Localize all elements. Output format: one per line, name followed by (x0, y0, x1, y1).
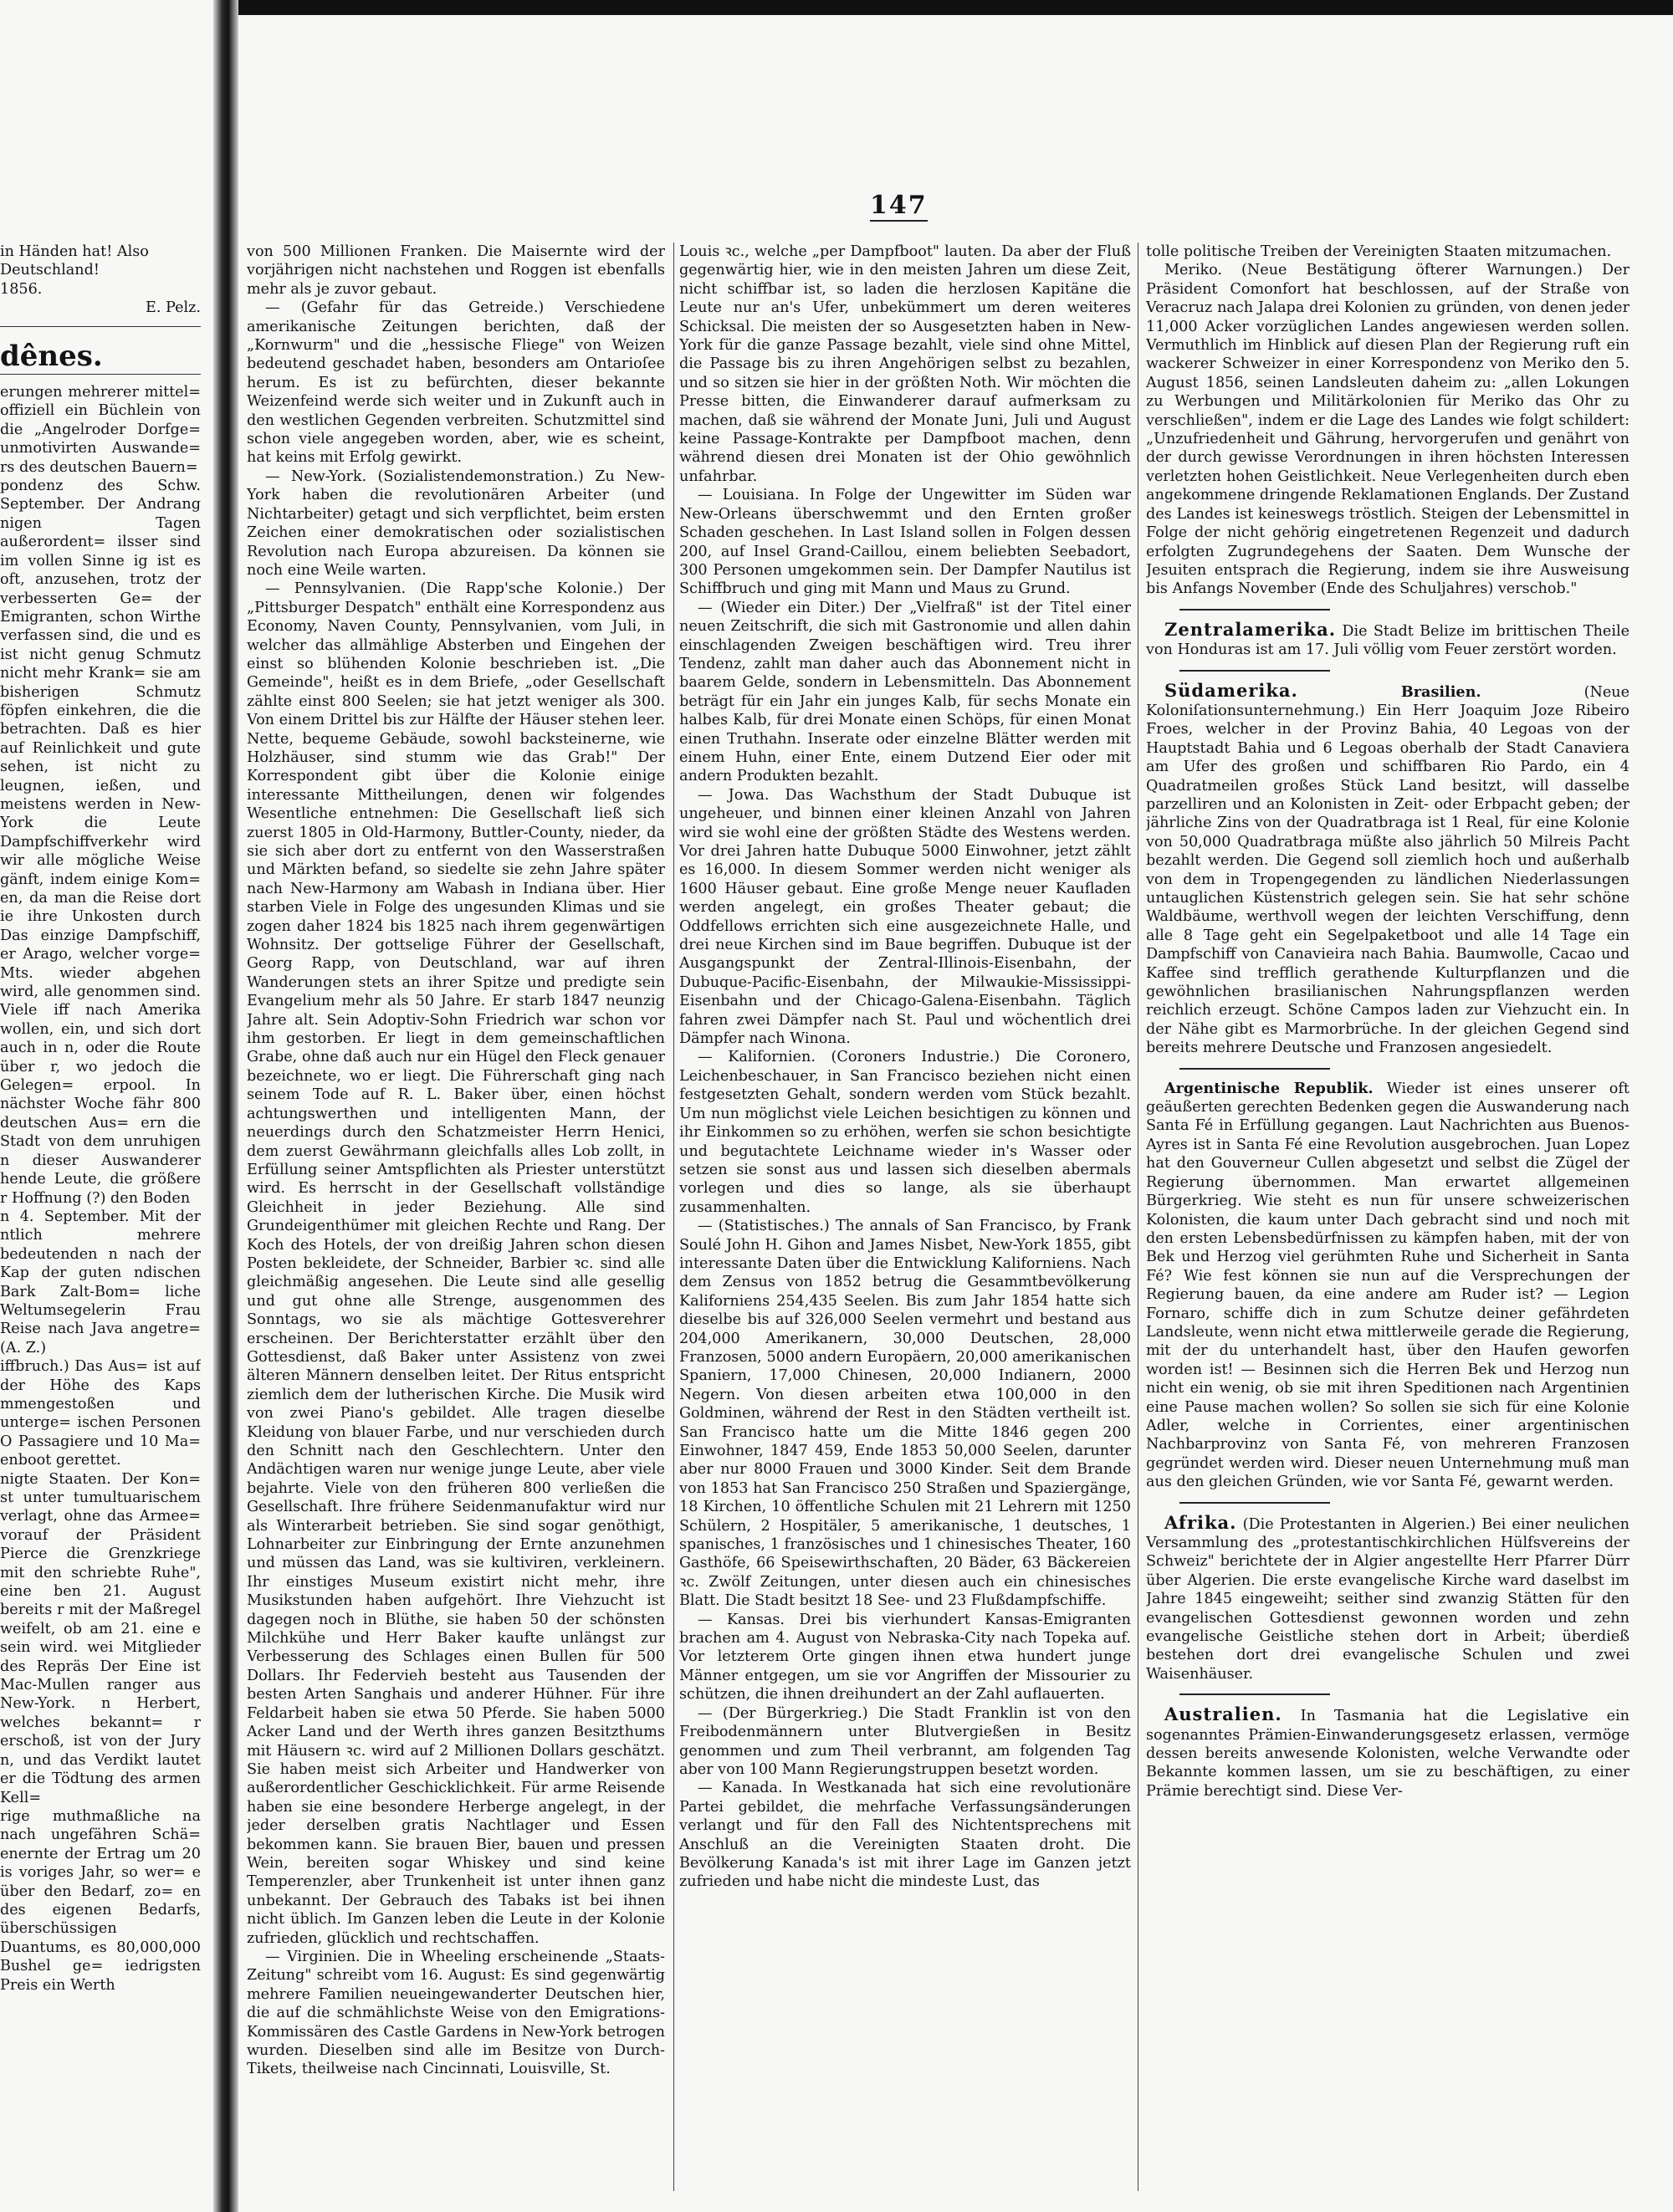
paragraph: (Die Protestanten in Algerien.) Bei einer neulichen Versammlung des „protestantischkirchlichen Hülfsvereins der Schweiz" berichtete der in Algier angestellte Herr Pfarrer Dürr über Algerien. Die erste evangelische Kirche ward daselbst im Jahre 1845 eingeweiht; seither sind zwanzig Stätten für den evangelischen Gottesdienst gewonnen worden und zehn evangelische Geistliche stehen dort in Arbeit; überdieß bestehen dort drei evangelische Schulen und zwei Waisenhäuser. (1146, 1515, 1630, 1683)
paragraph: — Virginien. Die in Wheeling erscheinende „Staats-Zeitung" schreibt vom 16. August: Es sind gegenwärtig mehrere Familien neueingewanderter Deutschen hier, die auf die schmählichste Weise von den Emigrations-Kommissären des Castle Gardens in New-York betrogen wurden. Dieselben sind alle im Besitze von Durch-Tikets, theilweise nach Cincinnati, Louisville, St. (247, 1948, 665, 2078)
paragraph: von 500 Millionen Franken. Die Maisernte wird der vorjährigen nicht nachstehen und Roggen ist ebenfalls mehr als je zuvor gebaut. (247, 243, 665, 298)
subsection-heading: Brasilien. (1400, 682, 1481, 701)
divider (1179, 670, 1330, 672)
page-number: 147 (870, 191, 928, 220)
column-rule (673, 243, 674, 2191)
divider (0, 326, 201, 327)
paragraph: — (Statistisches.) The annals of San Francisco, by Frank Soulé John H. Gihon and James Nisbet, New-York 1855, gibt interessante Daten über die Entwicklung Kaliforniens. Nach dem Zensus von 1852 betrug die Gesammtbevölkerung Kaliforniens 254,435 Seelen. Bis zum Jahr 1854 hatte sich dieselbe bis auf 326,000 Seelen vermehrt und bestand aus 204,000 Amerikanern, 30,000 Deutschen, 28,000 Franzosen, 5000 andern Europäern, 20,000 amerikanischen Spaniern, 17,000 Chinesen, 20,000 Indianern, 2000 Negern. Von diesen arbeiten etwa 100,000 in den Goldminen, während der Rest in den Städten vertheilt ist. San Francisco hatte um die Mitte 1846 gegen 200 Einwohner, 1847 459, Ende 1853 50,000 Seelen, darunter aber nur 8000 Frauen und 3000 Kinder. Seit dem Brande von 1853 hat San Francisco 250 Straßen und Spaziergänge, 18 Kirchen, 10 öffentliche Schulen mit 21 Lehrern mit 1250 Schülern, 2 Hospitäler, 5 amerikanische, 1 deutsches, 1 spanisches, 1 französisches und 1 chinesisches Theater, 160 Gasthöfe, 66 Speisewirthschaften, 20 Bäder, 63 Bäckereien ꝛc. Zwölf Zeitungen, unter diesen auch ein chinesisches Blatt. Die Stadt besitzt 18 See- und 23 Flußdampfschiffe. (679, 1218, 1131, 1610)
paragraph: — (Wieder ein Diter.) Der „Vielfraß" ist der Titel einer neuen Zeitschrift, die sich mit Gastronomie und allen dahin einschlagenden Zweigen beschäftigen wird. Treu ihrer Tendenz, zahlt man daher auch das Abonnement nicht in baarem Gelde, sondern in Lebensmitteln. Das Abonnement beträgt für ein Jahr ein junges Kalb, für sechs Monate ein halbes Kalb, für drei Monate einen Schöps, für einen Monat einen Truthahn. Inserate oder einzelne Blätter werden mit einem Huhn, einer Ente, einem Dutzend Eier oder mit andern Produkten bezahlt. (679, 599, 1131, 785)
section-heading: dênes. (0, 339, 103, 373)
paragraph: tolle politische Treiben der Vereinigten Staaten mitzumachen. (1146, 243, 1612, 260)
divider (1179, 609, 1330, 610)
column-left-partial (0, 243, 201, 1995)
section-heading: Australien. (1164, 1704, 1282, 1725)
paragraph: In Tasmania hat die Legislative ein sogenanntes Prämien-Einwanderungsgesetz erlassen, vermöge dessen bereits anwesende Kolonisten, welche Verwandte oder Bekannte kommen lassen, um sie zu beschäftigen, zu einer Prämie berechtigt sind. Diese Ver- (1146, 1708, 1630, 1800)
signature: E. Pelz. (146, 299, 201, 317)
paragraph: iffbruch.) Das Aus= ist auf der Höhe des Kaps mmengestoßen und unterge= ischen Personen O Passagiere und 10 Ma= enboot gerettet. (0, 1358, 201, 1469)
paragraph: — Kansas. Drei bis vierhundert Kansas-Emigranten brachen am 4. August von Nebraska-City nach Topeka auf. Vor letzterem Orte gingen ihnen etwa hundert junge Männer entgegen, um sie vor Angriffen der Missourier zu schützen, die ihnen dreihundert an der Zahl auflauerten. (679, 1611, 1131, 1704)
paragraph: — Pennsylvanien. (Die Rapp'sche Kolonie.) Der „Pittsburger Despatch" enthält eine Korrespondenz aus Economy, Naven County, Pennsylvanien, vom Juli, in welcher das allmählige Absterben und Eingehen der einst so blühenden Kolonie beschrieben ist. „Die Gemeinde", heißt es in dem Briefe, „oder Gesellschaft zählte einst 800 Seelen; sie hat jetzt weniger als 300. Von einem Drittel bis zur Hälfte der Häuser stehen leer. Nette, bequeme Gebäude, sowohl backsteinerne, wie Holzhäuser, sind stumm wie das Grab!" Der Korrespondent gibt über die Kolonie einige interessante Mittheilungen, denen wir folgendes Wesentliche entnehmen: Die Gesellschaft ließ sich zuerst 1805 in Old-Harmony, Buttler-County, nieder, da sie sich aber dort zu entfernt von den Wasserstraßen und Märkten befand, so siedelte sie zehn Jahre später nach New-Harmony am Wabash in Indiana über. Hier starben Viele in Folge des ungesunden Klimas und sie zogen daher 1824 bis 1825 nach ihrem gegenwärtigen Wohnsitz. Der gottselige Führer der Gesellschaft, Georg Rapp, von Deutschland, war auf ihren Wanderungen stets an ihrer Spitze und predigte sein Evangelium mehr als 50 Jahre. Er starb 1847 neunzig Jahre alt. Sein Adoptiv-Sohn Friedrich war schon vor ihm gestorben. Er liegt in dem gemeinschaftlichen Grabe, ohne daß auch nur ein Hügel den Fleck genauer bezeichnete, wo er liegt. Die Führerschaft ging nach seinem Tode auf R. L. Baker über, einen höchst achtungswerthen und intelligenten Mann, der neuerdings durch den Schatzmeister Herrn Henici, dem zuerst Gewährmann gleichfalls alles Lob zollt, in Erfüllung seiner Amtspflichten als Priester unterstützt wird. Es herrscht in der Gesellschaft vollständige Gleichheit in jeder Beziehung. Alle sind Grundeigenthümer mit gleichen Rechte und Rang. Der Koch des Hotels, der von dreißig Jahren schon diesen Posten bekleidete, der Schneider, Barbier ꝛc. sind alle gleichmäßig angesehen. Die Leute sind alle gesellig und gut ohne alle Strenge, ausgenommen des Sonntags, wo sie als mächtige Gottesverehrer erscheinen. Der Berichterstatter erzählt über den Gottesdienst, daß Baker unter Assistenz von zwei älteren Männern denselben leitet. Der Ritus entspricht ziemlich dem der lutherischen Kirche. Die Musik wird von zwei Piano's gebildet. Alle tragen dieselbe Kleidung von blauer Farbe, und nur verschieden durch den Schnitt nach den Geschlechtern. Unter den Andächtigen waren nur wenige junge Leute, aber viele bejahrte. Viele von den früheren 800 verließen die Gesellschaft. Ihre frühere Seidenmanufaktur wird nur als Winterarbeit betrieben. Sie sind sogar genöthigt, Lohnarbeiter zur Einbringung der Ernte anzunehmen und müssen das Land, was sie kultiviren, verkleinern. Ihr einstiges Museum existirt nicht mehr, ihre Musikstunden haben aufgehört. Ihre Viehzucht ist dagegen noch in Blüthe, sie haben 50 der schönsten Milchkühe und Herr Baker kaufte unlängst zur Verbesserung des Schlages einen Bullen für 500 Dollars. Ihr Federvieh besteht aus Tausenden der besten Arten Sanghais und anderer Hühner. Für ihre Feldarbeit haben sie etwa 50 Pferde. Sie haben 5000 Acker Land und der Werth ihres ganzen Besitzthums mit Häusern ꝛc. wird auf 2 Millionen Dollars geschätzt. Sie haben meist sich Arbeiter und Handwerker von außerordentlicher Geschicklichkeit. Für arme Reisende haben sie eine besondere Herberge angelegt, in der jeder derselben gratis Nachtlager und Essen bekommen kann. Sie brauen Bier, bauen und pressen Wein, bereiten sogar Whiskey und sind keine Temperenzler, aber Trunkenheit ist unter ihnen ganz unbekannt. Der Gebrauch des Tabaks ist bei ihnen nicht üblich. Im Ganzen leben die Leute in der Kolonie zufrieden, glücklich und rechtschaffen. (247, 580, 665, 1947)
paragraph: (Neue Koloniſationsunternehmung.) Ein Herr Joaquim Joze Ribeiro Froes, welcher in der Provinz Bahia, 40 Legoas von der Hauptstadt Bahia und 6 Legoas oberhalb der Stadt Canaviera am Ufer des großen und schiffbaren Rio Pardo, ein 4 Quadratmeilen großes Stück Land besitzt, will dasselbe parzelliren und an Kolonisten in Zeit- oder Erbpacht geben; der jährliche Zins von der Quadratbraga ist 1 Real, für eine Kolonie von 50,000 Quadratbraga müßte also jährlich 50 Milreis Pacht bezahlt werden. Die Gegend soll ziemlich hoch und außerhalb von dem in Tropengegenden zu ländlichen Niederlassungen untauglichen Küstenstrich gelegen sein. Sie hat sehr schöne Waldbäume, werthvoll wegen der leichten Verschiffung, denn alle 8 Tage geht ein Segelpaketboot und alle 14 Tage ein Dampfschiff von Canavieira nach Bahia. Baumwolle, Cacao und Kaffee sind trefflich gerathende Kulturpflanzen und die gewöhnlichen brasilianischen Nahrungspflanzen werden reichlich erzeugt. Schöne Campos laden zur Viehzucht ein. In der Nähe gibt es Marmorbrüche. In der gleichen Gegend sind bereits mehrere Deutsche und Franzosen angesiedelt. (1146, 683, 1630, 1057)
book-spine (213, 0, 238, 2212)
paragraph: Wieder ist eines unserer oft geäußerten gerechten Bedenken gegen die Auswanderung nach Santa Fé in Erfüllung gegangen. Laut Nachrichten aus Buenos-Ayres ist in Santa Fé eine Revolution ausgebrochen. Juan Lopez hat den Gouverneur Cullen abgesetzt und selbst die Zügel der Regierung übernommen. Man erwartet allgemeinen Bürgerkrieg. Wie steht es nun für unsere schweizerischen Kolonisten, die kaum unter Dach gebracht sind und noch mit den ersten Lebensbedürfnissen zu kämpfen haben, mit der von Bek und Herzog viel gerühmten Ruhe und Sicherheit in Santa Fé? Wie fest können sie nun auf die Versprechungen der Regierung bauen, da eine andere am Ruder ist? — Legion Fornaro, schiffe dich in zum Schutze deiner gefährdeten Landsleute, wenn nicht etwa mittlerweile gerade die Regierung, mit der du unterhandelt hast, über den Haufen geworfen worden ist! — Besinnen sich die Herren Bek und Herzog nun nicht ein wenig, ob sie mit ihren Speditionen nach Argentinien eine Pause machen wollen? So sollen sie sich für eine Kolonie Adler, welche in Corrientes, einer argentinischen Nachbarprovinz von Santa Fé, von mehreren Franzosen gegründet werden wird. Dieser neuen Unternehmung muß man aus den gleichen Gründen, wie vor Santa Fé, gewarnt werden. (1146, 1080, 1630, 1491)
paragraph: — (Der Bürgerkrieg.) Die Stadt Franklin ist von den Freibodenmännern unter Blutvergießen in Besitz genommen und zum Theil verbrannt, am folgenden Tag aber von 100 Mann Regierungstruppen besetzt worden. (679, 1704, 1131, 1778)
section-heading: Südamerika. (1164, 679, 1298, 701)
paragraph: — New-York. (Sozialistendemonstration.) Zu New-York haben die revolutionären Arbeiter (und Nichtarbeiter) getagt und sich verpflichtet, beim ersten Zeichen einer demokratischen oder sozialistischen Revolution nach Europa abzureisen. Da können sie noch eine Weile warten. (247, 467, 665, 579)
paragraph: — Kalifornien. (Coroners Industrie.) Die Coronero, Leichenbeschauer, in San Francisco beziehen nicht einen festgesetzten Gehalt, sondern werden vom Stück bezahlt. Um nun möglichst viele Leichen besichtigen zu können und ihr Einkommen so zu erhöhen, werfen sie schon besichtigte und begutachtete Leichname wieder in's Wasser oder setzen sie sonst aus und lassen sich dieselben abermals vorlegen und dies so lange, als sie überhaupt zusammenhalten. (679, 1049, 1131, 1216)
paragraph: Louis ꝛc., welche „per Dampfboot" lauten. Da aber der Fluß gegenwärtig hier, wie in den meisten Jahren um diese Zeit, nicht schiffbar ist, so laden die herzlosen Kapitäne die Leute nur an's Ufer, unbekümmert um deren weiteres Schicksal. Die meisten der so Ausgesetzten haben in New-York für die ganze Passage bezahlt, viele sind ohne Mittel, die Passage bis zu ihren Angehörigen selbst zu bezahlen, und so sitzen sie hier in der größten Noth. Wir möchten die Presse bitten, die Einwanderer darauf aufmerksam zu machen, daß sie während der Monate Juni, Juli und August keine Passage-Kontrakte per Dampfboot machen, denn während diesen drei Monaten ist der Ohio gewöhnlich unfahrbar. (679, 243, 1131, 485)
paragraph: n 4. September. Mit der ntlich mehrere bedeutenden n nach der Kap der guten ndischen Bark Zalt-Bom= liche Weltumsegelerin Frau Reise nach Java angetre= (A. Z.) (0, 1208, 201, 1356)
divider (1179, 1693, 1330, 1695)
text-line: 1856. (0, 280, 43, 298)
paragraph: pondenz des Schw. September. Der Andrang nigen Tagen außerordent= ilsser sind im vollen Sinne ig ist es oft, anzusehen, trotz der verbesserten Ge= der Emigranten, schon Wirthe verfassen sind, die und es ist nicht genug Schmutz nicht mehr Krank= sie am bisherigen Schmutz föpfen einkehren, die die betrachten. Daß es hier auf Reinlichkeit und gute sehen, ist nicht zu leugnen, ießen, und meistens werden in New-York die Leute Dampfschiffverkehr wird wir alle mögliche Weise gänft, indem einige Kom= en, da man die Reise dort ie ihre Unkosten durch Das einzige Dampfschiff, er Arago, welcher vorge= Mts. wieder abgehen wird, alle genommen sind. Viele iff nach Amerika wollen, ein, und sich dort auch in n, oder die Route über r, wo jedoch die Gelegen= erpool. In nächster Woche fähr 800 deutschen Aus= ern die Stadt von dem unruhigen n dieser Auswanderer hende Leute, die größere r Hoffnung (?) den Boden (0, 478, 201, 1207)
paragraph: — Louisiana. In Folge der Ungewitter im Süden war New-Orleans überschwemmt und den Ernten großer Schaden geschehen. In Last Island sollen in Folgen dessen 200, auf Insel Grand-Caillou, einem beliebten Seebadort, 300 Personen umgekommen sein. Der Dampfer Nautilus ist Schiffbruch und ging mit Mann und Maus zu Grund. (679, 487, 1131, 598)
paragraph: rige muthmaßliche na nach ungefähren Schä= enernte der Ertrag um 20 is voriges Jahr, so wer= e über den Bedarf, zo= en des eigenen Bedarfs, überschüssigen Duantums, es 80,000,000 Bushel ge= iedrigsten Preis ein Werth (0, 1807, 201, 1994)
column-3 (1146, 243, 1630, 2199)
paragraph: — Jowa. Das Wachsthum der Stadt Dubuque ist ungeheuer, und binnen einer kleinen Anzahl von Jahren wird sie wohl eine der größten Städte des Westens werden. Vor drei Jahren hatte Dubuque 5000 Einwohner, jetzt zählt es 16,000. In diesem Sommer werden nicht weniger als 1600 Häuser gebaut. Eine große Menge neuer Kaufladen werden angelegt, ein großes Theater gebaut; die Oddfellows errichten sich eine ausgezeichnete Halle, und drei neue Kirchen sind im Baue begriffen. Dubuque ist der Ausgangspunkt der Zentral-Illinois-Eisenbahn, der Dubuque-Pacific-Eisenbahn, der Milwaukie-Mississippi-Eisenbahn und der Chicago-Galena-Eisenbahn. Täglich fahren zwei Dämpfer nach St. Paul und wöchentlich drei Dämpfer nach Winona. (679, 786, 1131, 1048)
divider (0, 374, 201, 375)
paragraph: — (Gefahr für das Getreide.) Verschiedene amerikanische Zeitungen berichten, daß der „Kornwurm" und die „hessische Fliege" von Weizen bedeutend geschadet haben, besonders am Ontarioſee herum. Es ist zu befürchten, dieser bekannte Weizenfeind werde sich weiter und in Zukunft auch in den westlichen Gegenden verbreiten. Schutzmittel sind schon viele angegeben worden, aber, wie es scheint, hat keins mit Erfolg gewirkt. (247, 299, 665, 467)
paragraph: Meriko. (Neue Bestätigung öfterer Warnungen.) Der Präsident Comonfort hat beschlossen, auf der Straße von Veracruz nach Jalapa drei Kolonien zu gründen, von denen jeder 11,000 Acker vorzüglichen Landes angewiesen werden sollen. Vermuthlich im Hinblick auf diesen Plan der Regierung ruft ein wackerer Schweizer in einer Korrespondenz von Meriko den 5. August 1856, seinen Landsleuten daheim zu: „allen Lokungen zu Werbungen und Militärkolonien für Meriko das Ohr zu verschließen", indem er die Lage des Landes wie folgt schildert: „Unzufriedenheit und Gährung, hervorgerufen und genährt von der durch gewisse Verordnungen in ihren höchsten Interessen verletzten hohen Geistlichkeit. Neue Verlegenheiten durch eben angekommene dringende Reklamationen Englands. Der Zustand des Landes ist keineswegs tröstlich. Steigen der Lebensmittel in Folge der nicht gehörig eingetretenen Regenzeit und dadurch erfolgten Zugrundegehens der Saaten. Dem Wunsche der Jesuiten entsprach die Regierung, indem sie ihre Ausweisung bis Anfangs November (Ende des Schuljahres) verschob." (1146, 262, 1630, 598)
paragraph: — Kanada. In Westkanada hat sich eine revolutionäre Partei gebildet, die mehrfache Verfassungsänderungen verlangt und für den Fall des Nichtentsprechens mit Anschluß an die Vereinigten Staaten droht. Die Bevölkerung Kanada's ist mit ihrer Lage im Ganzen jetzt zufrieden und habe nicht die mindeste Lust, das (679, 1780, 1131, 1891)
divider (1179, 1068, 1330, 1070)
paragraph: Die Stadt Belize im brittischen Theile von Honduras ist am 17. Juli völlig vom Feuer zerstört worden. (1146, 622, 1630, 659)
text-line: in Händen hat! Also (0, 243, 149, 260)
text-line: Deutschland! (0, 262, 100, 279)
column-2 (679, 243, 1131, 2199)
divider (1179, 1502, 1330, 1504)
paragraph: erungen mehrerer mittel= offiziell ein Büchlein von die „Angelroder Dorfge= unmotivirten Auswande= rs des deutschen Bauern= (0, 384, 201, 476)
paragraph: nigte Staaten. Der Kon= st unter tumultuarischem verlagt, ohne das Armee= vorauf der Präsident Pierce die Grenzkriege mit den schriebte Ruhe", eine ben 21. August bereits r mit der Maßregel weifelt, ob am 21. eine e sein wird. wei Mitglieder des Repräs Der Eine ist Mac-Mullen ranger aus New-York. n Herbert, welches bekannt= r erschoß, ist von der Jury n, und das Verdikt lautet er die Tödtung des armen Kell= (0, 1470, 201, 1806)
section-heading: Afrika. (1164, 1511, 1237, 1533)
column-1 (247, 243, 665, 2199)
top-border (238, 0, 1673, 15)
section-heading: Zentralamerika. (1164, 618, 1337, 640)
section-heading: Argentinische Republik. (1164, 1079, 1374, 1097)
